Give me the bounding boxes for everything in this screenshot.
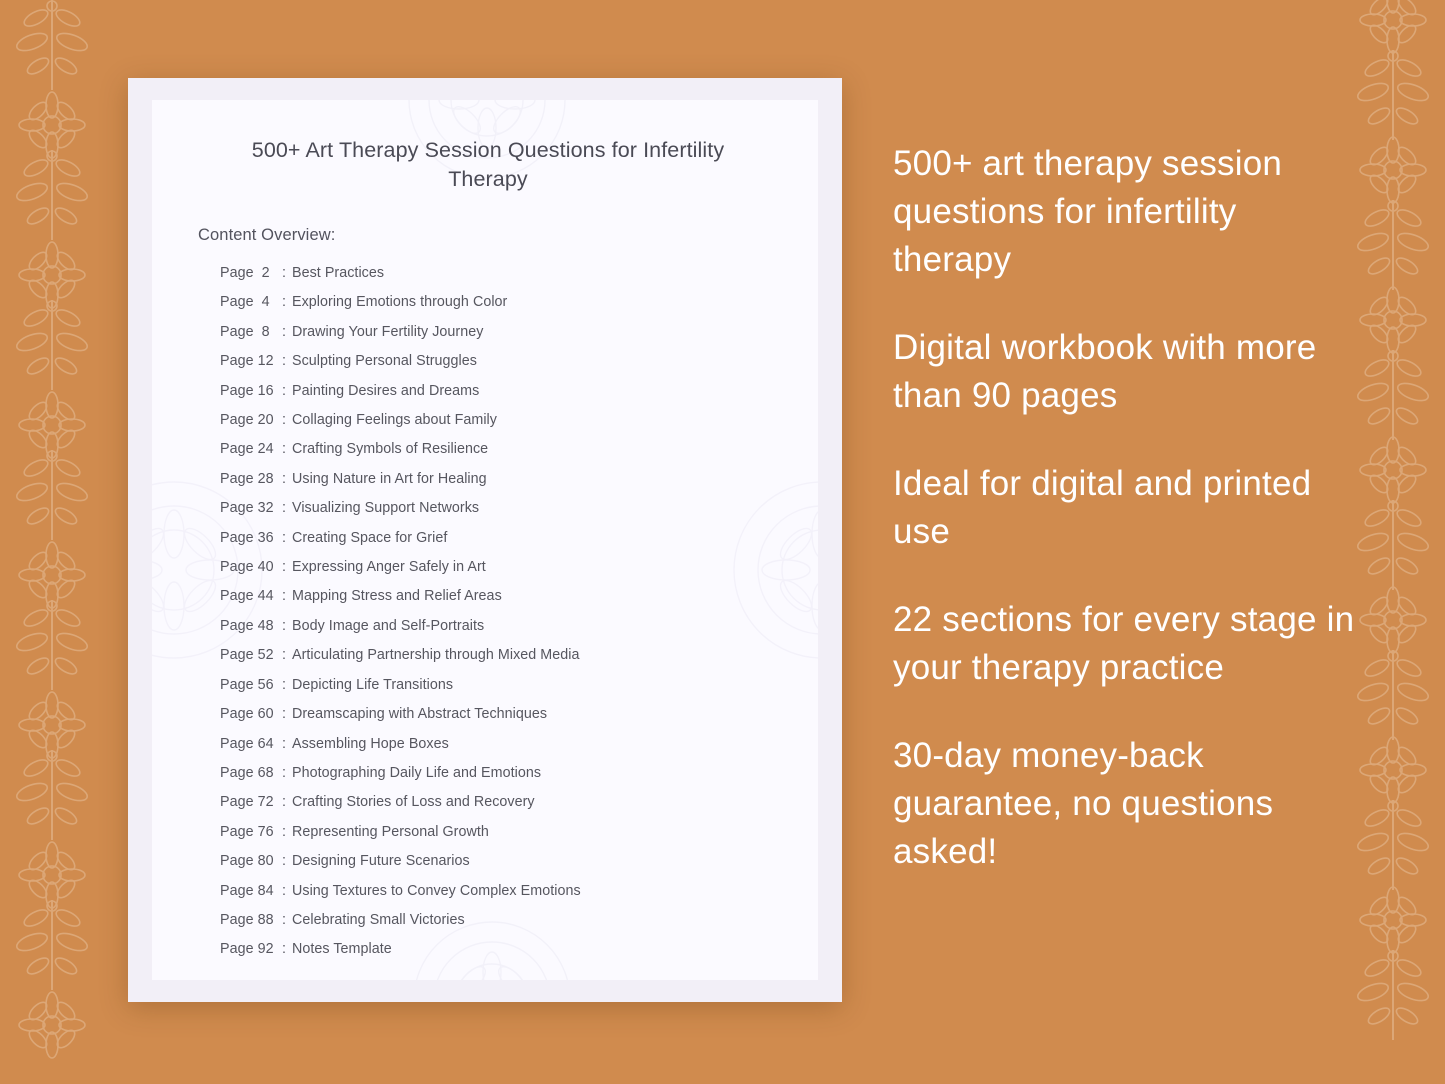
page-title: 500+ Art Therapy Session Questions for Infertility Therapy [251,138,725,191]
toc-entry-title: Designing Future Scenarios [292,853,470,870]
toc-entry-page: Page 40 [220,559,274,576]
toc-entry-page: Page 84 [220,882,274,899]
toc-entry-separator: : [282,559,287,576]
toc-entry [198,788,778,817]
toc-entry-separator: : [282,500,287,517]
toc-entry-separator: : [282,323,287,340]
content-overview-label: Content Overview: [198,226,336,244]
toc-entry [198,259,778,288]
floral-border-left [0,0,112,1084]
toc-entry-title: Celebrating Small Victories [292,911,465,928]
toc-entry-title: Best Practices [292,265,385,281]
toc-entry-title: Expressing Anger Safely in Art [292,559,486,576]
toc-entry [198,377,778,406]
toc-entry-separator: : [282,529,287,546]
toc-entry-title: Crafting Stories of Loss and Recovery [292,794,535,811]
toc-entry-page: Page 24 [220,441,274,458]
toc-entry [198,435,778,464]
marketing-claim: Digital workbook with more than 90 pages [893,328,1317,415]
toc-entry [198,406,778,435]
toc-entry [198,612,778,641]
toc-entry-page: Page 48 [220,617,274,634]
marketing-claim: Ideal for digital and printed use [893,464,1312,551]
toc-entry [198,847,778,876]
toc-entry-title: Body Image and Self-Portraits [292,617,485,634]
toc-entry-title: Exploring Emotions through Color [292,294,508,311]
toc-entry-separator: : [282,441,287,458]
toc-entry-title: Using Textures to Convey Complex Emotions [292,882,581,899]
toc-entry [198,671,778,700]
toc-entry-separator: : [282,735,287,752]
marketing-claim: 22 sections for every stage in your therapy practice [893,600,1355,687]
toc-entry-title: Sculpting Personal Struggles [292,353,477,370]
toc-entry-title: Visualizing Support Networks [292,500,480,517]
toc-entry-page: Page 60 [220,706,274,723]
toc-entry-separator: : [282,617,287,634]
toc-entry [198,494,778,523]
toc-entry-separator: : [282,764,287,781]
toc-entry-title: Collaging Feelings about Family [292,412,497,429]
marketing-claim: 500+ art therapy session questions for infertility therapy [893,144,1283,279]
toc-entry [198,935,778,964]
toc-entry-separator: : [282,794,287,811]
toc-entry [198,582,778,611]
toc-entry-page: Page 72 [220,794,274,811]
toc-entry-separator: : [282,706,287,723]
toc-entry [198,759,778,788]
toc-entry-page: Page 2 [220,265,270,281]
toc-entry-separator: : [282,882,287,899]
toc-entry [198,877,778,906]
toc-entry-title: Representing Personal Growth [292,823,489,840]
toc-entry-title: Drawing Your Fertility Journey [292,323,484,340]
toc-entry-page: Page 52 [220,647,274,664]
toc-entry-title: Articulating Partnership through Mixed Media [292,647,580,664]
toc-entry [198,730,778,759]
toc-entry-page: Page 20 [220,412,274,429]
toc-entry-separator: : [282,647,287,664]
marketing-claims [893,140,1363,876]
toc-entry-separator: : [282,353,287,370]
toc-entry-page: Page 64 [220,735,274,752]
toc-entry-page: Page 80 [220,853,274,870]
toc-entry-title: Mapping Stress and Relief Areas [292,588,502,605]
toc-entry-page: Page 36 [220,529,274,546]
toc-entry-separator: : [282,676,287,693]
toc-entry-separator: : [282,941,287,958]
toc-entry-title: Photographing Daily Life and Emotions [292,764,542,781]
toc-entry [198,641,778,670]
toc-entry-separator: : [282,588,287,605]
toc-entry-page: Page 68 [220,764,274,781]
toc-entry [198,906,778,935]
toc-entry [198,288,778,317]
toc-entry-title: Assembling Hope Boxes [292,735,449,752]
toc-entry-separator: : [282,294,287,311]
toc-entry [198,318,778,347]
toc-entry-separator: : [282,265,287,281]
toc-entry-page: Page 16 [220,382,274,399]
toc-entry-title: Painting Desires and Dreams [292,382,480,399]
toc-entry-title: Creating Space for Grief [292,529,448,546]
toc-entry-separator: : [282,470,287,487]
toc-entry-title: Dreamscaping with Abstract Techniques [292,706,548,723]
toc-entry-page: Page 28 [220,470,274,487]
toc-entry-separator: : [282,412,287,429]
toc-entry-separator: : [282,853,287,870]
document-page [152,100,818,980]
toc-entry-title: Crafting Symbols of Resilience [292,441,489,458]
toc-entry-separator: : [282,911,287,928]
toc-entry-page: Page 12 [220,353,274,370]
toc-entry [198,524,778,553]
toc-entry [198,818,778,847]
toc-entry-page: Page 92 [220,941,274,958]
toc-entry-page: Page 44 [220,588,274,605]
toc-entry [198,700,778,729]
table-of-contents [198,259,778,965]
toc-entry-separator: : [282,382,287,399]
toc-entry-title: Notes Template [292,941,392,958]
toc-entry-page: Page 32 [220,500,274,517]
toc-entry-page: Page 56 [220,676,274,693]
toc-entry-page: Page 88 [220,911,274,928]
toc-entry-separator: : [282,823,287,840]
toc-entry-page: Page 4 [220,294,270,311]
toc-entry-title: Depicting Life Transitions [292,676,454,693]
toc-entry [198,465,778,494]
toc-entry [198,553,778,582]
toc-entry-page: Page 8 [220,323,270,340]
toc-entry [198,347,778,376]
marketing-claim: 30-day money-back guarantee, no questions asked! [893,736,1274,871]
toc-entry-page: Page 76 [220,823,274,840]
toc-entry-title: Using Nature in Art for Healing [292,470,487,487]
